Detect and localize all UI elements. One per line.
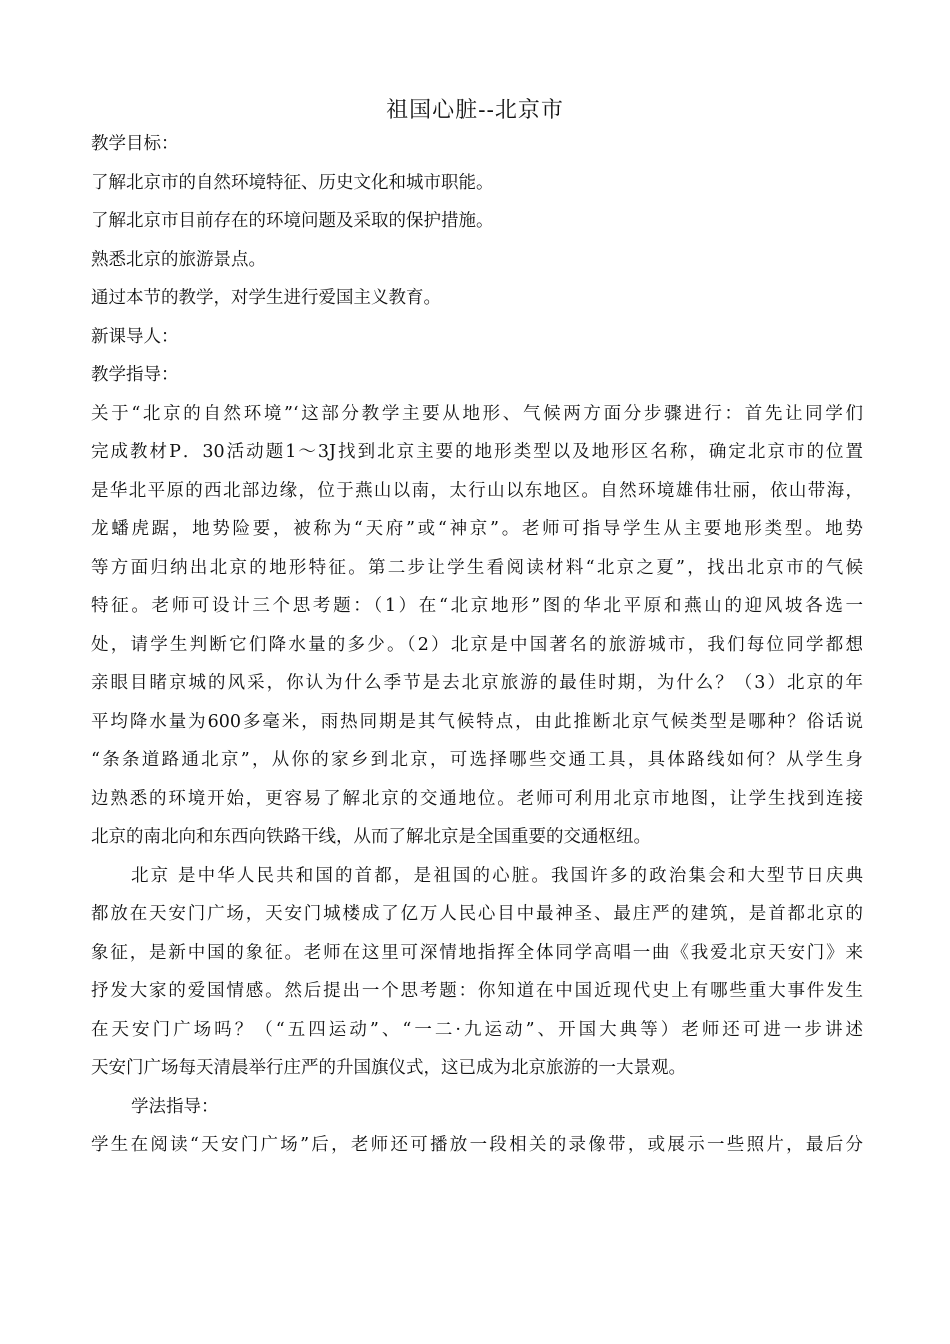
paragraph-line: 北京 是中华人民共和国的首都，是祖国的心脏。我国许多的政治集会和大型节日庆典 [131,865,863,886]
paragraph-line: 特征。老师可设计三个思考题：（1）在“北京地形”图的华北平原和燕山的迎风坡各选一 [91,596,863,616]
paragraph-line: 北京的南北向和东西向铁路干线，从而了解北京是全国重要的交通枢纽。 [91,827,651,847]
paragraph-line: 等方面归纳出北京的地形特征。第二步让学生看阅读材料“北京之夏”，找出北京市的气候 [91,557,863,578]
paragraph-line: 是华北平原的西北部边缘，位于燕山以南，太行山以东地区。自然环境雄伟壮丽，依山带海， [91,480,863,501]
paragraph-line: 亲眼目睹京城的风采，你认为什么季节是去北京旅游的最佳时期，为什么？（3）北京的年 [91,673,863,693]
paragraph-line: 都放在天安门广场，天安门城楼成了亿万人民心目中最神圣、最庄严的建筑，是首都北京的 [91,904,863,924]
goal-item-4: 通过本节的教学，对学生进行爱国主义教育。 [91,288,441,308]
paragraph-line: “条条道路通北京”，从你的家乡到北京，可选择哪些交通工具，具体路线如何？从学生身 [91,750,863,770]
goal-item-1: 了解北京市的自然环境特征、历史文化和城市职能。 [91,172,494,193]
document-body [91,125,863,1165]
paragraph-line: 平均降水量为600多毫米，雨热同期是其气候特点，由此推断北京气候类型是哪种？俗话说 [91,711,863,732]
heading-teaching-goals: 教学目标： [91,134,179,154]
document-title: 祖国心脏--北京市 [386,98,564,123]
heading-study-guidance: 学法指导： [131,1096,219,1117]
paragraph-line: 完成教材P．30活动题1～3J找到北京主要的地形类型以及地形区名称，确定北京市的位置 [91,442,863,462]
goal-item-3: 熟悉北京的旅游景点。 [91,249,266,270]
paragraph-line: 学生在阅读“天安门广场”后，老师还可播放一段相关的录像带，或展示一些照片，最后分 [91,1135,863,1155]
paragraph-line: 天安门广场每天清晨举行庄严的升国旗仪式，这已成为北京旅游的一大景观。 [91,1058,686,1078]
paragraph-line: 在天安门广场吗？（“五四运动”、“一二·九运动”、开国大典等）老师还可进一步讲述 [91,1019,863,1040]
heading-teaching-guidance: 教学指导： [91,365,179,385]
paragraph-line: 抒发大家的爱国情感。然后提出一个思考题：你知道在中国近现代史上有哪些重大事件发生 [91,981,863,1001]
paragraph-line: 处，请学生判断它们降水量的多少。（2）北京是中国著名的旅游城市，我们每位同学都想 [91,634,863,655]
paragraph-line: 象征，是新中国的象征。老师在这里可深情地指挥全体同学高唱一曲《我爱北京天安门》来 [91,942,863,963]
paragraph-line: 关于“北京的自然环境”‘这部分教学主要从地形、气候两方面分步骤进行：首先让同学们 [91,403,863,424]
goal-item-2: 了解北京市目前存在的环境问题及采取的保护措施。 [91,211,494,231]
paragraph-line: 龙蟠虎踞，地势险要，被称为“天府”或“神京”。老师可指导学生从主要地形类型。地势 [91,519,863,539]
paragraph-line: 边熟悉的环境开始，更容易了解北京的交通地位。老师可利用北京市地图，让学生找到连接 [91,788,863,809]
heading-new-lesson-intro: 新课导人： [91,326,179,347]
